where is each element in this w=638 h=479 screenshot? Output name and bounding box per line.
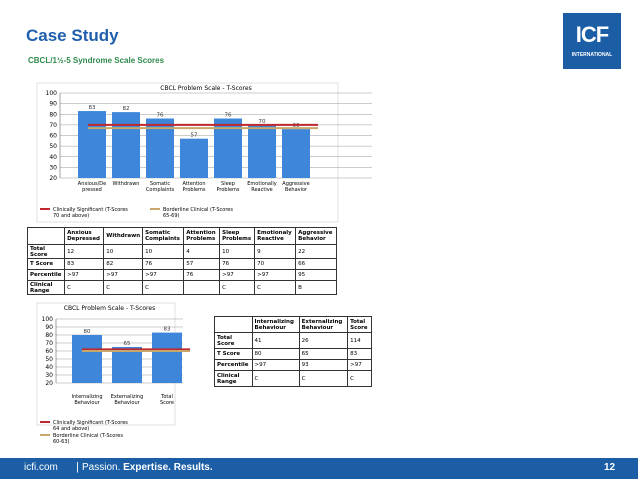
table-cell: 76 [143, 259, 184, 270]
table-cell: C [65, 281, 104, 295]
table-row-header: Clinical Range [28, 281, 65, 295]
y-tick-label: 50 [45, 356, 53, 363]
x-category-label: Complaints [145, 187, 175, 193]
table-cell: C [348, 371, 372, 387]
table-row-header: Percentile [215, 360, 253, 371]
table-cell [184, 281, 220, 295]
y-tick-label: 30 [49, 164, 57, 172]
table-cell: C [299, 371, 347, 387]
table-cell: 83 [65, 259, 104, 270]
page-number: 12 [604, 462, 616, 473]
table-row [215, 349, 372, 360]
legend-label: Clinically Significant (T-Scores [53, 207, 128, 213]
table-cell: C [255, 281, 296, 295]
bar [152, 333, 182, 383]
bar-value-label: 76 [156, 112, 164, 119]
x-category-label: Score [159, 400, 175, 406]
table-cell: 95 [296, 270, 337, 281]
table-header-cell: Total Score [348, 317, 372, 333]
table-row-header: T Score [215, 349, 253, 360]
table-cell: 83 [348, 349, 372, 360]
table-cell: B [296, 281, 337, 295]
tagline-plain: Passion. [82, 462, 121, 473]
table-header-cell: Attention Problems [184, 228, 220, 245]
x-category-label: pressed [82, 187, 102, 193]
x-category-label: Internalizing [71, 394, 103, 400]
y-tick-label: 40 [49, 153, 57, 161]
table-header-cell: Sleep Problems [220, 228, 255, 245]
table-header-cell: Internalizing Behaviour [252, 317, 299, 333]
footer-separator: | [76, 461, 79, 473]
legend-label: 70 and above) [53, 213, 90, 219]
chart-title: CBCL Problem Scale - T-Scores [63, 305, 156, 312]
table-cell: 114 [348, 333, 372, 349]
y-tick-label: 100 [41, 316, 53, 323]
x-category-label: Sleep [221, 181, 235, 187]
tagline-bold: Expertise. Results. [123, 462, 213, 473]
x-category-label: Anxious/De [77, 181, 107, 187]
table-row [28, 281, 337, 295]
bar [78, 111, 106, 178]
x-category-label: Problems [182, 187, 206, 193]
y-tick-label: 60 [49, 132, 57, 140]
table-cell: 4 [184, 245, 220, 259]
table-cell: C [104, 281, 143, 295]
bar [112, 112, 140, 178]
table-row-header: Clinical Range [215, 371, 253, 387]
x-category-label: Total [161, 394, 173, 400]
y-tick-label: 40 [45, 364, 53, 371]
table-header-cell: Withdrawn [104, 228, 143, 245]
legend-label: Borderline Clinical (T-Scores [163, 207, 233, 213]
table-row [28, 245, 337, 259]
bar [180, 139, 208, 178]
table-cell: >97 [252, 360, 299, 371]
bar-value-label: 82 [122, 106, 130, 113]
x-category-label: Somatic [149, 181, 171, 187]
table-cell: 65 [299, 349, 347, 360]
table-header-cell: Aggressive Behavior [296, 228, 337, 245]
y-tick-label: 70 [45, 340, 53, 347]
table-row [28, 270, 337, 281]
table-cell: 70 [255, 259, 296, 270]
table-cell: 22 [296, 245, 337, 259]
bar [112, 347, 142, 383]
footer-tagline [82, 462, 213, 473]
x-category-label: Emotionally [247, 181, 277, 187]
bar-value-label: 83 [163, 326, 171, 333]
chart-title: CBCL Problem Scale - T-Scores [160, 85, 252, 92]
x-category-label: Behaviour [74, 400, 100, 406]
y-tick-label: 30 [45, 372, 53, 379]
table-cell: 80 [252, 349, 299, 360]
bar-value-label: 65 [123, 341, 131, 347]
table-cell: 10 [143, 245, 184, 259]
footer-site-link[interactable]: icfi.com [24, 462, 58, 473]
legend-label: 64 and above) [53, 426, 90, 432]
table-header-cell: Somatic Complaints [143, 228, 184, 245]
y-tick-label: 100 [45, 90, 57, 97]
table-cell: 82 [104, 259, 143, 270]
table-row-header: T Score [28, 259, 65, 270]
table-header-cell [215, 317, 253, 333]
legend-label: 65-69) [163, 213, 180, 219]
bar-value-label: 57 [190, 132, 198, 139]
syndrome-scores-table [27, 227, 337, 295]
bar-value-label: 66 [292, 123, 300, 130]
table-header-row [28, 228, 337, 245]
logo-sub-text: INTERNATIONAL [571, 52, 613, 58]
table-cell: C [143, 281, 184, 295]
table-cell: 76 [220, 259, 255, 270]
bar [72, 335, 102, 383]
y-tick-label: 20 [45, 380, 53, 387]
table-cell: 12 [65, 245, 104, 259]
bar-value-label: 70 [258, 118, 266, 125]
bar-value-label: 83 [88, 105, 96, 112]
table-cell: 57 [184, 259, 220, 270]
table-cell: 26 [299, 333, 347, 349]
y-tick-label: 80 [45, 332, 53, 339]
table-cell: 76 [184, 270, 220, 281]
table-cell: 93 [299, 360, 347, 371]
legend-label: Borderline Clinical (T-Scores [53, 433, 123, 439]
bar [282, 129, 310, 178]
slide-subtitle: CBCL/1½-5 Syndrome Scale Scores [28, 56, 165, 65]
y-tick-label: 20 [49, 175, 57, 182]
y-tick-label: 80 [49, 111, 57, 119]
table-cell: 10 [220, 245, 255, 259]
table-row [28, 259, 337, 270]
table-cell: 41 [252, 333, 299, 349]
table-cell: C [220, 281, 255, 295]
y-tick-label: 90 [45, 324, 53, 331]
table-cell: 10 [104, 245, 143, 259]
table-cell: 9 [255, 245, 296, 259]
table-cell: >97 [255, 270, 296, 281]
bar [248, 125, 276, 178]
y-tick-label: 90 [49, 100, 57, 108]
broadband-scores-table [214, 316, 372, 387]
legend-label: 60-63) [53, 439, 70, 445]
x-category-label: Aggressive [282, 181, 310, 187]
table-row [215, 360, 372, 371]
table-header-cell: Externalizing Behaviour [299, 317, 347, 333]
table-header-cell: Emotionaly Reactive [255, 228, 296, 245]
table-row [215, 333, 372, 349]
x-category-label: Reactive [251, 187, 273, 193]
x-category-label: Behavior [284, 187, 308, 193]
x-category-label: Withdrawn [112, 181, 140, 187]
table-cell: 66 [296, 259, 337, 270]
bar-value-label: 80 [83, 329, 91, 335]
x-category-label: Externalizing [110, 394, 144, 400]
table-cell: >97 [220, 270, 255, 281]
table-cell: >97 [143, 270, 184, 281]
x-category-label: Problems [216, 187, 240, 193]
logo-main-text: ICF [575, 22, 609, 47]
table-row-header: Total Score [215, 333, 253, 349]
y-tick-label: 60 [45, 348, 53, 355]
table-header-cell [28, 228, 65, 245]
table-cell: >97 [348, 360, 372, 371]
y-tick-label: 70 [49, 121, 57, 129]
table-cell: >97 [65, 270, 104, 281]
table-cell: >97 [104, 270, 143, 281]
footer-bar [0, 458, 638, 479]
table-row-header: Total Score [28, 245, 65, 259]
x-category-label: Attention [182, 181, 206, 187]
table-row [215, 371, 372, 387]
slide-title: Case Study [26, 26, 119, 45]
bar-value-label: 76 [224, 112, 232, 119]
table-header-row [215, 317, 372, 333]
table-row-header: Percentile [28, 270, 65, 281]
legend-label: Clinically Significant (T-Scores [53, 420, 128, 426]
x-category-label: Behaviour [114, 400, 140, 406]
table-header-cell: Anxious Depressed [65, 228, 104, 245]
table-cell: C [252, 371, 299, 387]
y-tick-label: 50 [49, 143, 57, 151]
